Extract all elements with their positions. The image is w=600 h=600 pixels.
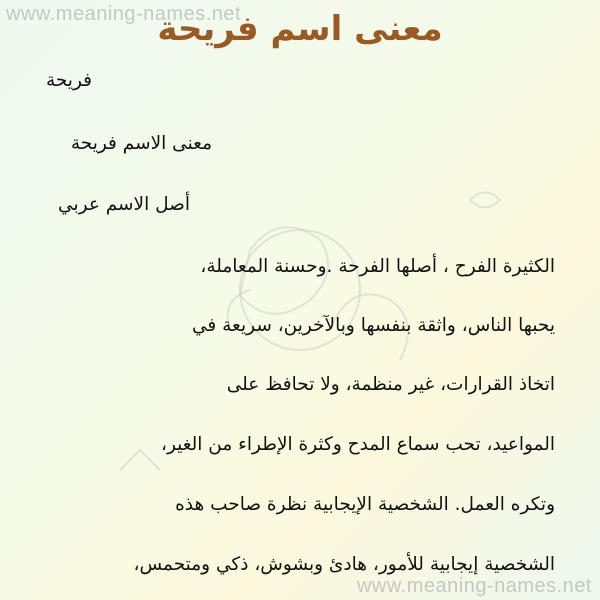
paragraph-line: اتخاذ القرارات، غير منظمة، ولا تحافظ على [226, 374, 555, 395]
paragraph-line: الكثيرة الفرح ، أصلها الفرحة .وحسنة المعاملة، [200, 256, 555, 277]
name-label: فريحة [45, 70, 92, 91]
watermark-top: www.meaning-names.net [6, 3, 242, 25]
paragraph-line: يحبها الناس، واثقة بنفسها وبالآخرين، سريعة في [191, 315, 555, 336]
page-title: معنى اسم فريحة [157, 9, 443, 49]
paragraph-line: وتكره العمل. الشخصية الإيجابية نظرة صاحب هذه [175, 494, 555, 515]
meaning-heading: معنى الاسم فريحة [70, 133, 212, 154]
paragraph-line: المواعيد، تحب سماع المدح وكثرة الإطراء من الغير، [160, 434, 555, 455]
paragraph-line: الشخصية إيجابية للأمور، هادئ وبشوش، ذكي ومتحمس، [133, 554, 555, 575]
watermark-bottom: www.meaning-names.net [356, 575, 592, 597]
origin-label: أصل الاسم عربي [58, 194, 190, 215]
